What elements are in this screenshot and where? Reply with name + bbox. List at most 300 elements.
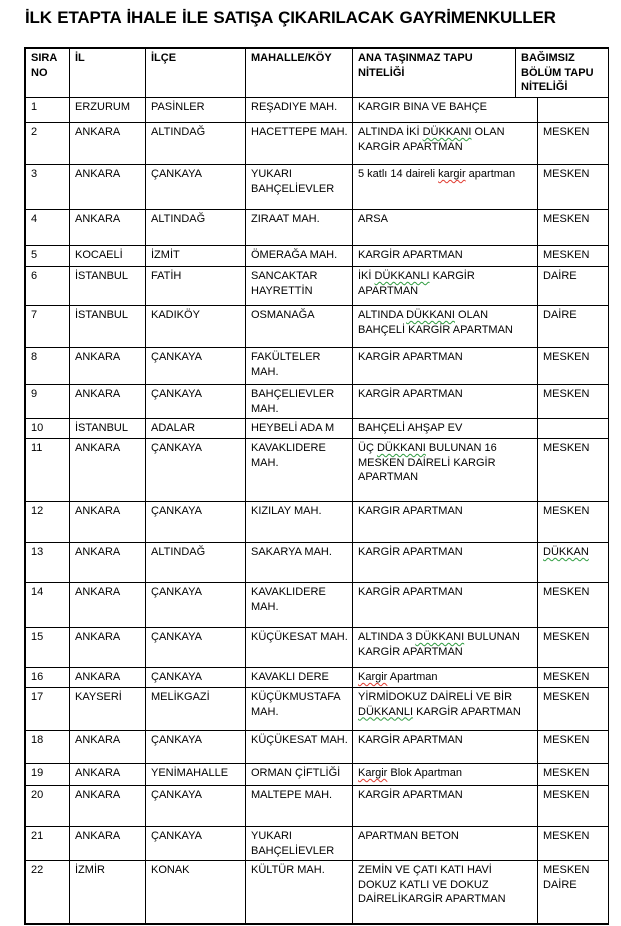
table-row <box>26 628 609 668</box>
grammar-underlined-word: DÜKKANLI <box>374 270 430 283</box>
cell-text: ALTINDA <box>358 309 407 322</box>
table-row <box>26 688 609 731</box>
cell-text: ANKARA <box>75 671 121 684</box>
table-row <box>26 861 609 924</box>
cell-text: 5 katlı 14 daireli <box>358 168 439 181</box>
cell-text: REŞADIYE MAH. <box>251 100 338 113</box>
cell-text: MESKEN <box>543 631 590 644</box>
cell-nitelik <box>353 861 538 924</box>
table-row <box>26 210 609 246</box>
column-header-mahalle: MAHALLE/KÖY <box>246 49 353 98</box>
cell-text: OSMANAĞA <box>251 309 315 322</box>
cell-text: KARGİR APARTMAN <box>358 270 475 297</box>
cell-sira-no <box>26 439 70 502</box>
cell-mahalle <box>246 861 353 924</box>
cell-nitelik <box>353 385 538 419</box>
cell-sira-no <box>26 98 70 123</box>
cell-text: 22 <box>31 864 44 877</box>
cell-text: ERZURUM <box>75 100 130 113</box>
cell-bolum <box>538 543 609 583</box>
cell-text: 14 <box>31 586 44 599</box>
cell-text: MESKEN <box>543 671 590 684</box>
cell-text: MESKEN <box>543 249 590 262</box>
cell-text: ANKARA <box>75 586 121 599</box>
cell-text: 16 <box>31 671 44 684</box>
cell-mahalle <box>246 502 353 543</box>
cell-nitelik <box>353 668 538 688</box>
table-row <box>26 764 609 786</box>
cell-text: 5 <box>31 249 38 262</box>
cell-bolum <box>538 246 609 267</box>
cell-mahalle <box>246 764 353 786</box>
cell-bolum <box>538 385 609 419</box>
cell-text: ANKARA <box>75 126 121 139</box>
cell-nitelik <box>353 98 538 123</box>
cell-sira-no <box>26 668 70 688</box>
cell-ilce <box>146 348 246 385</box>
cell-sira-no <box>26 628 70 668</box>
cell-ilce <box>146 165 246 210</box>
cell-bolum <box>538 439 609 502</box>
cell-il <box>70 583 146 628</box>
cell-bolum <box>538 348 609 385</box>
cell-sira-no <box>26 827 70 861</box>
cell-text: MESKEN <box>543 767 590 780</box>
cell-il <box>70 764 146 786</box>
cell-text: 12 <box>31 505 44 518</box>
property-table-header <box>25 48 609 98</box>
cell-text: ZIRAAT MAH. <box>251 213 320 226</box>
cell-il <box>70 688 146 731</box>
table-row <box>26 348 609 385</box>
cell-text: MESKEN DAİRE <box>543 864 590 891</box>
cell-sira-no <box>26 861 70 924</box>
table-body <box>26 98 609 924</box>
cell-bolum <box>538 98 609 123</box>
cell-text: ALTINDA İKİ <box>358 126 423 139</box>
cell-ilce <box>146 764 246 786</box>
table-row <box>26 306 609 348</box>
cell-text: ANKARA <box>75 546 121 559</box>
cell-sira-no <box>26 123 70 165</box>
cell-text: ANKARA <box>75 830 121 843</box>
cell-text: MELİKGAZİ <box>151 691 210 704</box>
cell-bolum <box>538 827 609 861</box>
cell-bolum <box>538 306 609 348</box>
cell-ilce <box>146 688 246 731</box>
table-row <box>26 583 609 628</box>
cell-il <box>70 628 146 668</box>
cell-text: MESKEN <box>543 789 590 802</box>
cell-bolum <box>538 628 609 668</box>
cell-text: KARGİR APARTMAN <box>358 388 463 401</box>
cell-text: KARGİR APARTMAN <box>358 789 463 802</box>
column-header-il: İL <box>70 49 146 98</box>
cell-nitelik <box>353 786 538 827</box>
cell-text: MESKEN <box>543 505 590 518</box>
grammar-underlined-word: DÜKKAN <box>543 546 589 559</box>
cell-ilce <box>146 827 246 861</box>
cell-bolum <box>538 419 609 439</box>
spellcheck-underlined-word: Kargir <box>358 671 388 684</box>
cell-text: 9 <box>31 388 38 401</box>
cell-text: 20 <box>31 789 44 802</box>
cell-sira-no <box>26 419 70 439</box>
cell-text: MESKEN <box>543 168 590 181</box>
cell-ilce <box>146 306 246 348</box>
cell-ilce <box>146 419 246 439</box>
cell-text: 6 <box>31 270 38 283</box>
cell-text: KAVAKLIDERE MAH. <box>251 586 326 613</box>
cell-text: İZMİR <box>75 864 105 877</box>
cell-text: ÜÇ <box>358 442 377 455</box>
cell-nitelik <box>353 419 538 439</box>
table-row <box>26 98 609 123</box>
cell-text: MESKEN <box>543 213 590 226</box>
cell-sira-no <box>26 688 70 731</box>
cell-text: ÇANKAYA <box>151 168 202 181</box>
cell-il <box>70 165 146 210</box>
cell-text: İKİ <box>358 270 375 283</box>
cell-nitelik <box>353 502 538 543</box>
cell-text: ORMAN ÇİFTLİĞİ <box>251 767 341 780</box>
cell-nitelik <box>353 764 538 786</box>
cell-nitelik <box>353 165 538 210</box>
cell-text: ÇANKAYA <box>151 442 202 455</box>
grammar-underlined-word: DÜKKANLI <box>358 705 414 718</box>
cell-text: 2 <box>31 126 38 139</box>
cell-text: 10 <box>31 422 44 435</box>
cell-text: FATİH <box>151 270 182 283</box>
cell-ilce <box>146 439 246 502</box>
cell-bolum <box>538 786 609 827</box>
cell-sira-no <box>26 764 70 786</box>
cell-ilce <box>146 267 246 306</box>
cell-text: 19 <box>31 767 44 780</box>
cell-text: ALTINDAĞ <box>151 126 206 139</box>
table-row <box>26 419 609 439</box>
cell-mahalle <box>246 210 353 246</box>
cell-text: ANKARA <box>75 767 121 780</box>
cell-text: 13 <box>31 546 44 559</box>
cell-text: MESKEN <box>543 830 590 843</box>
cell-sira-no <box>26 731 70 764</box>
cell-text: MESKEN <box>543 586 590 599</box>
cell-bolum <box>538 123 609 165</box>
cell-text: KÜÇÜKESAT MAH. <box>251 631 348 644</box>
cell-il <box>70 439 146 502</box>
column-header-sira-no: SIRA NO <box>26 49 70 98</box>
cell-mahalle <box>246 731 353 764</box>
cell-text: ÇANKAYA <box>151 388 202 401</box>
cell-text: ALTINDAĞ <box>151 213 206 226</box>
cell-text: YUKARI BAHÇELİEVLER <box>251 830 335 857</box>
table-row <box>26 267 609 306</box>
cell-text: BULUNAN 16 MESKEN DAİRELİ KARGİR APARTMAN <box>358 442 497 484</box>
grammar-underlined-word: DÜKKANI <box>406 309 455 322</box>
cell-text: KARGİR APARTMAN <box>358 734 463 747</box>
cell-il <box>70 502 146 543</box>
table-row <box>26 385 609 419</box>
cell-text: ÖMERAĞA MAH. <box>251 249 338 262</box>
cell-text: MESKEN <box>543 126 590 139</box>
cell-text: SANCAKTAR HAYRETTİN <box>251 270 318 297</box>
cell-text: KÜÇÜKESAT MAH. <box>251 734 348 747</box>
cell-mahalle <box>246 786 353 827</box>
cell-text: İZMİT <box>151 249 180 262</box>
cell-text: ÇANKAYA <box>151 631 202 644</box>
cell-nitelik <box>353 543 538 583</box>
cell-ilce <box>146 385 246 419</box>
cell-text: MALTEPE MAH. <box>251 789 333 802</box>
cell-text: ANKARA <box>75 213 121 226</box>
table-row <box>26 786 609 827</box>
cell-mahalle <box>246 385 353 419</box>
cell-text: MESKEN <box>543 734 590 747</box>
cell-sira-no <box>26 583 70 628</box>
cell-nitelik <box>353 688 538 731</box>
cell-text: YİRMİDOKUZ DAİRELİ VE BİR <box>358 691 513 704</box>
cell-text: KOCAELİ <box>75 249 123 262</box>
cell-text: 17 <box>31 691 44 704</box>
cell-text: YENİMAHALLE <box>151 767 229 780</box>
table-row <box>26 731 609 764</box>
cell-text: KIZILAY MAH. <box>251 505 322 518</box>
cell-text: YUKARI BAHÇELİEVLER <box>251 168 335 195</box>
cell-text: MESKEN <box>543 388 590 401</box>
cell-mahalle <box>246 267 353 306</box>
cell-text: KÜLTÜR MAH. <box>251 864 325 877</box>
cell-nitelik <box>353 348 538 385</box>
cell-bolum <box>538 210 609 246</box>
cell-il <box>70 668 146 688</box>
cell-nitelik <box>353 210 538 246</box>
cell-bolum <box>538 502 609 543</box>
cell-text: FAKÜLTELER MAH. <box>251 351 321 378</box>
cell-text: 7 <box>31 309 38 322</box>
cell-mahalle <box>246 165 353 210</box>
cell-text: PASİNLER <box>151 100 205 113</box>
cell-ilce <box>146 668 246 688</box>
cell-text: HEYBELİ ADA M <box>251 422 335 435</box>
cell-text: ALTINDAĞ <box>151 546 206 559</box>
cell-sira-no <box>26 385 70 419</box>
cell-bolum <box>538 731 609 764</box>
cell-text: ARSA <box>358 213 388 226</box>
cell-nitelik <box>353 267 538 306</box>
cell-text: ANKARA <box>75 734 121 747</box>
cell-il <box>70 861 146 924</box>
table-row <box>26 165 609 210</box>
grammar-underlined-word: DÜKKANI <box>415 631 465 644</box>
cell-ilce <box>146 246 246 267</box>
cell-il <box>70 786 146 827</box>
cell-text: apartman <box>465 168 516 181</box>
cell-mahalle <box>246 827 353 861</box>
cell-text: MESKEN <box>543 691 590 704</box>
cell-il <box>70 246 146 267</box>
cell-text: KARGİR APARTMAN <box>358 546 463 559</box>
cell-text: KARGIR BINA VE BAHÇE <box>358 100 487 113</box>
cell-ilce <box>146 731 246 764</box>
property-table-body-table <box>25 98 609 925</box>
cell-text: BAHÇELIEVLER MAH. <box>251 388 335 415</box>
cell-ilce <box>146 628 246 668</box>
cell-text: KARGİR APARTMAN <box>358 586 463 599</box>
cell-mahalle <box>246 246 353 267</box>
cell-text: ANKARA <box>75 789 121 802</box>
cell-text: 18 <box>31 734 44 747</box>
cell-text: ÇANKAYA <box>151 671 202 684</box>
cell-text: ÇANKAYA <box>151 789 202 802</box>
cell-text: 15 <box>31 631 44 644</box>
cell-bolum <box>538 267 609 306</box>
cell-sira-no <box>26 502 70 543</box>
cell-text: Blok Apartman <box>387 767 462 780</box>
header-row <box>26 49 609 98</box>
cell-text: 4 <box>31 213 38 226</box>
cell-bolum <box>538 764 609 786</box>
cell-mahalle <box>246 628 353 668</box>
cell-text: ÇANKAYA <box>151 830 202 843</box>
cell-text: KÜÇÜKMUSTAFA MAH. <box>251 691 341 718</box>
cell-text: MESKEN <box>543 442 590 455</box>
cell-text: İSTANBUL <box>75 422 128 435</box>
cell-text: ALTINDA 3 <box>358 631 416 644</box>
cell-text: ANKARA <box>75 388 121 401</box>
cell-il <box>70 827 146 861</box>
cell-text: Apartman <box>387 671 438 684</box>
spellcheck-underlined-word: kargir <box>438 168 466 181</box>
cell-sira-no <box>26 786 70 827</box>
grammar-underlined-word: DÜKKANI <box>422 126 472 139</box>
cell-text: ANKARA <box>75 168 121 181</box>
cell-text: ANKARA <box>75 505 121 518</box>
cell-text: BAHÇELİ AHŞAP EV <box>358 422 463 435</box>
property-table <box>24 47 609 925</box>
cell-nitelik <box>353 827 538 861</box>
cell-text: ANKARA <box>75 351 121 364</box>
cell-nitelik <box>353 583 538 628</box>
cell-sira-no <box>26 210 70 246</box>
cell-mahalle <box>246 419 353 439</box>
cell-text: KADIKÖY <box>151 309 200 322</box>
cell-text: MESKEN <box>543 351 590 364</box>
cell-text: İSTANBUL <box>75 270 128 283</box>
cell-ilce <box>146 583 246 628</box>
cell-bolum <box>538 668 609 688</box>
cell-il <box>70 267 146 306</box>
cell-text: ÇANKAYA <box>151 586 202 599</box>
cell-text: APARTMAN BETON <box>358 830 459 843</box>
cell-text: ÇANKAYA <box>151 734 202 747</box>
column-header-nitelik: ANA TAŞINMAZ TAPU NİTELİĞİ <box>353 49 516 98</box>
page-title: İLK ETAPTA İHALE İLE SATIŞA ÇIKARILACAK GAYRİMENKULLER <box>25 8 556 27</box>
cell-nitelik <box>353 731 538 764</box>
cell-ilce <box>146 861 246 924</box>
cell-text: İSTANBUL <box>75 309 128 322</box>
cell-il <box>70 385 146 419</box>
cell-text: DAİRE <box>543 309 577 322</box>
cell-ilce <box>146 543 246 583</box>
cell-text: 1 <box>31 100 38 113</box>
table-row <box>26 123 609 165</box>
cell-text: BULUNAN KARGİR APARTMAN <box>358 631 520 658</box>
cell-text: SAKARYA MAH. <box>251 546 332 559</box>
cell-text: ZEMİN VE ÇATI KATI HAVİ DOKUZ KATLI VE DOKUZ DAİRELİKARGİR APARTMAN <box>358 864 506 906</box>
column-header-ilce: İLÇE <box>146 49 246 98</box>
cell-text: OLAN KARGİR APARTMAN <box>358 126 505 153</box>
table-row <box>26 543 609 583</box>
cell-text: KARGİR APARTMAN <box>413 705 521 718</box>
cell-text: KONAK <box>151 864 190 877</box>
cell-text: 8 <box>31 351 38 364</box>
cell-text: 11 <box>31 442 43 455</box>
cell-il <box>70 419 146 439</box>
cell-ilce <box>146 210 246 246</box>
cell-sira-no <box>26 267 70 306</box>
cell-bolum <box>538 165 609 210</box>
cell-ilce <box>146 502 246 543</box>
cell-nitelik <box>353 628 538 668</box>
table-row <box>26 246 609 267</box>
cell-text: KAYSERİ <box>75 691 122 704</box>
cell-text: OLAN BAHÇELİ KARGİR APARTMAN <box>358 309 513 336</box>
cell-text: ÇANKAYA <box>151 505 202 518</box>
cell-il <box>70 731 146 764</box>
cell-text: ÇANKAYA <box>151 351 202 364</box>
cell-il <box>70 543 146 583</box>
cell-text: KAVAKLIDERE MAH. <box>251 442 326 469</box>
table-row <box>26 668 609 688</box>
cell-text: KARGİR APARTMAN <box>358 351 463 364</box>
cell-mahalle <box>246 583 353 628</box>
cell-text: ANKARA <box>75 442 121 455</box>
cell-il <box>70 210 146 246</box>
cell-mahalle <box>246 439 353 502</box>
cell-bolum <box>538 583 609 628</box>
cell-nitelik <box>353 306 538 348</box>
table-row <box>26 502 609 543</box>
cell-mahalle <box>246 348 353 385</box>
cell-ilce <box>146 98 246 123</box>
cell-nitelik <box>353 246 538 267</box>
grammar-underlined-word: DÜKKANI <box>376 442 426 455</box>
cell-nitelik <box>353 439 538 502</box>
column-header-bolum: BAĞIMSIZ BÖLÜM TAPU NİTELİĞİ <box>516 49 609 98</box>
cell-text: DAİRE <box>543 270 577 283</box>
cell-ilce <box>146 123 246 165</box>
cell-mahalle <box>246 688 353 731</box>
cell-mahalle <box>246 98 353 123</box>
table-row <box>26 439 609 502</box>
cell-text: 3 <box>31 168 38 181</box>
cell-text: 21 <box>31 830 44 843</box>
cell-mahalle <box>246 543 353 583</box>
cell-text: KARGIR APARTMAN <box>358 505 463 518</box>
cell-nitelik <box>353 123 538 165</box>
cell-sira-no <box>26 306 70 348</box>
cell-sira-no <box>26 246 70 267</box>
cell-text: KARGİR APARTMAN <box>358 249 463 262</box>
cell-sira-no <box>26 348 70 385</box>
spellcheck-underlined-word: Kargir <box>358 767 388 780</box>
cell-il <box>70 306 146 348</box>
cell-text: ANKARA <box>75 631 121 644</box>
cell-text: HACETTEPE MAH. <box>251 126 348 139</box>
table-row <box>26 827 609 861</box>
cell-mahalle <box>246 668 353 688</box>
